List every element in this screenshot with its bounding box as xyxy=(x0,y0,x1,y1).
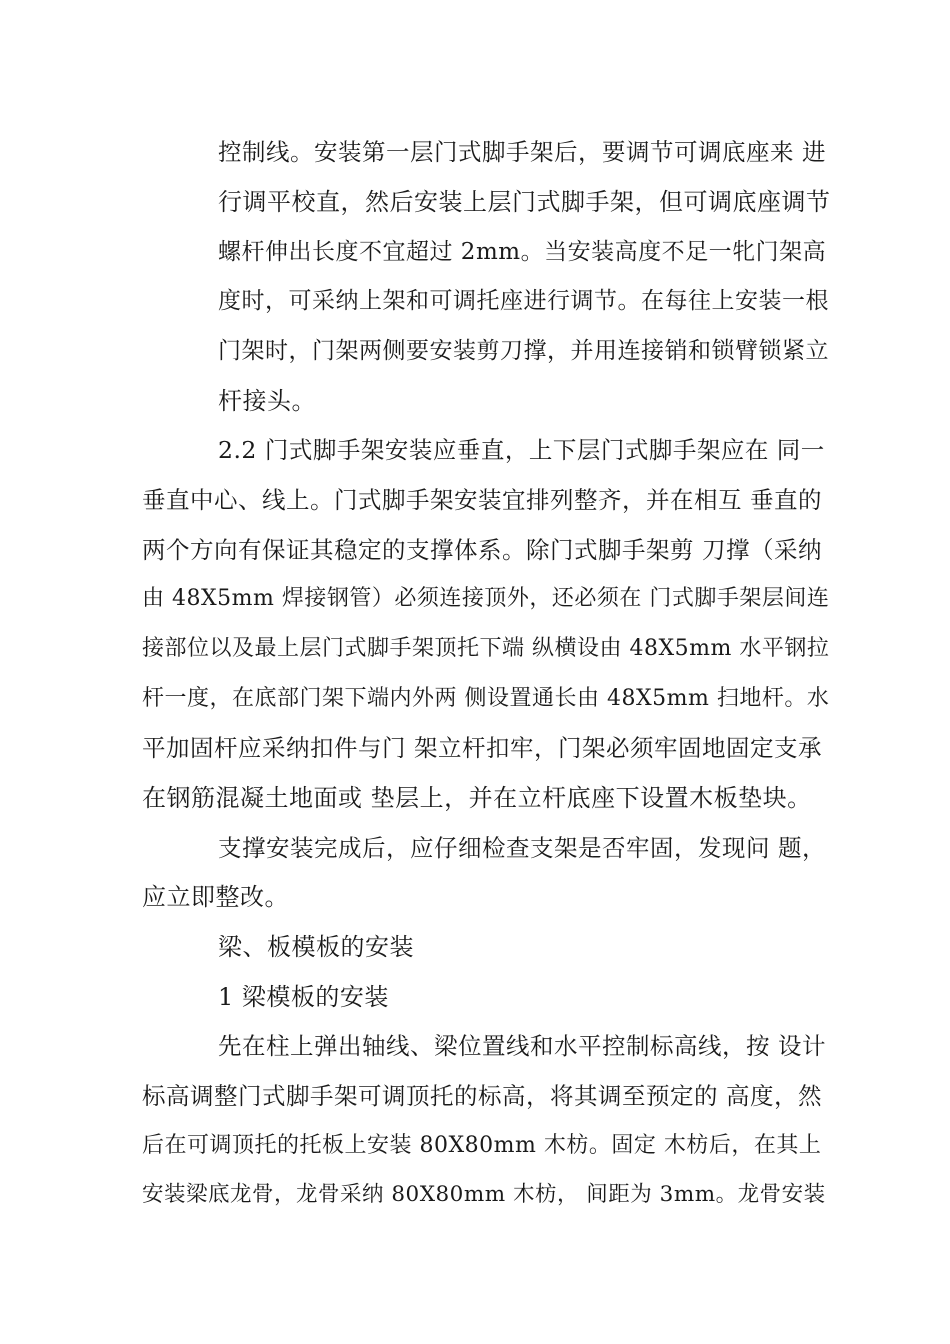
subsection-heading: 1 梁模板的安装 xyxy=(218,983,389,1011)
text-line: 度时，可采纳上架和可调托座进行调节。在每往上安装一根 xyxy=(218,288,829,314)
text-line: 由 48X5mm 焊接钢管）必须连接顶外，还必须在 门式脚手架层间连 xyxy=(142,586,830,611)
text-line: 螺杆伸出长度不宜超过 2mm。当安装高度不足一牝门架高 xyxy=(218,239,827,265)
text-line: 杆接头。 xyxy=(218,387,316,415)
section-heading: 梁、板模板的安装 xyxy=(218,933,414,961)
text-line: 标高调整门式脚手架可调顶托的标高，将其调至预定的 高度，然 xyxy=(142,1082,822,1110)
text-line: 接部位以及最上层门式脚手架顶托下端 纵横设由 48X5mm 水平钢拉 xyxy=(142,636,830,661)
text-line: 行调平校直，然后安装上层门式脚手架，但可调底座调节 xyxy=(218,188,831,216)
text-line: 安装梁底龙骨，龙骨采纳 80X80mm 木枋， 间距为 3mm。龙骨安装 xyxy=(142,1182,826,1207)
text-line: 门架时，门架两侧要安装剪刀撑，并用连接销和锁臂锁紧立 xyxy=(218,338,829,364)
text-line: 在钢筋混凝土地面或 垫层上，并在立杆底座下设置木板垫块。 xyxy=(142,784,812,812)
text-line: 应立即整改。 xyxy=(142,883,289,911)
text-line: 杆一度，在底部门架下端内外两 侧设置通长由 48X5mm 扫地杆。水 xyxy=(142,686,830,711)
text-line: 两个方向有保证其稳定的支撑体系。除门式脚手架剪 刀撑（采纳 xyxy=(142,536,822,564)
text-line: 平加固杆应采纳扣件与门 架立杆扣牢，门架必须牢固地固定支承 xyxy=(142,734,822,762)
text-line: 后在可调顶托的托板上安装 80X80mm 木枋。固定 木枋后，在其上 xyxy=(142,1133,822,1158)
text-line: 垂直中心、线上。门式脚手架安装宜排列整齐，并在相互 垂直的 xyxy=(142,486,822,514)
paragraph-first-line: 2.2 门式脚手架安装应垂直，上下层门式脚手架应在 同一 xyxy=(218,436,825,464)
paragraph-first-line: 先在柱上弹出轴线、梁位置线和水平控制标高线，按 设计 xyxy=(218,1032,826,1060)
text-line: 控制线。安装第一层门式脚手架后，要调节可调底座来 进 xyxy=(218,138,826,166)
paragraph-first-line: 支撑安装完成后，应仔细检查支架是否牢固，发现问 题， xyxy=(218,834,826,862)
